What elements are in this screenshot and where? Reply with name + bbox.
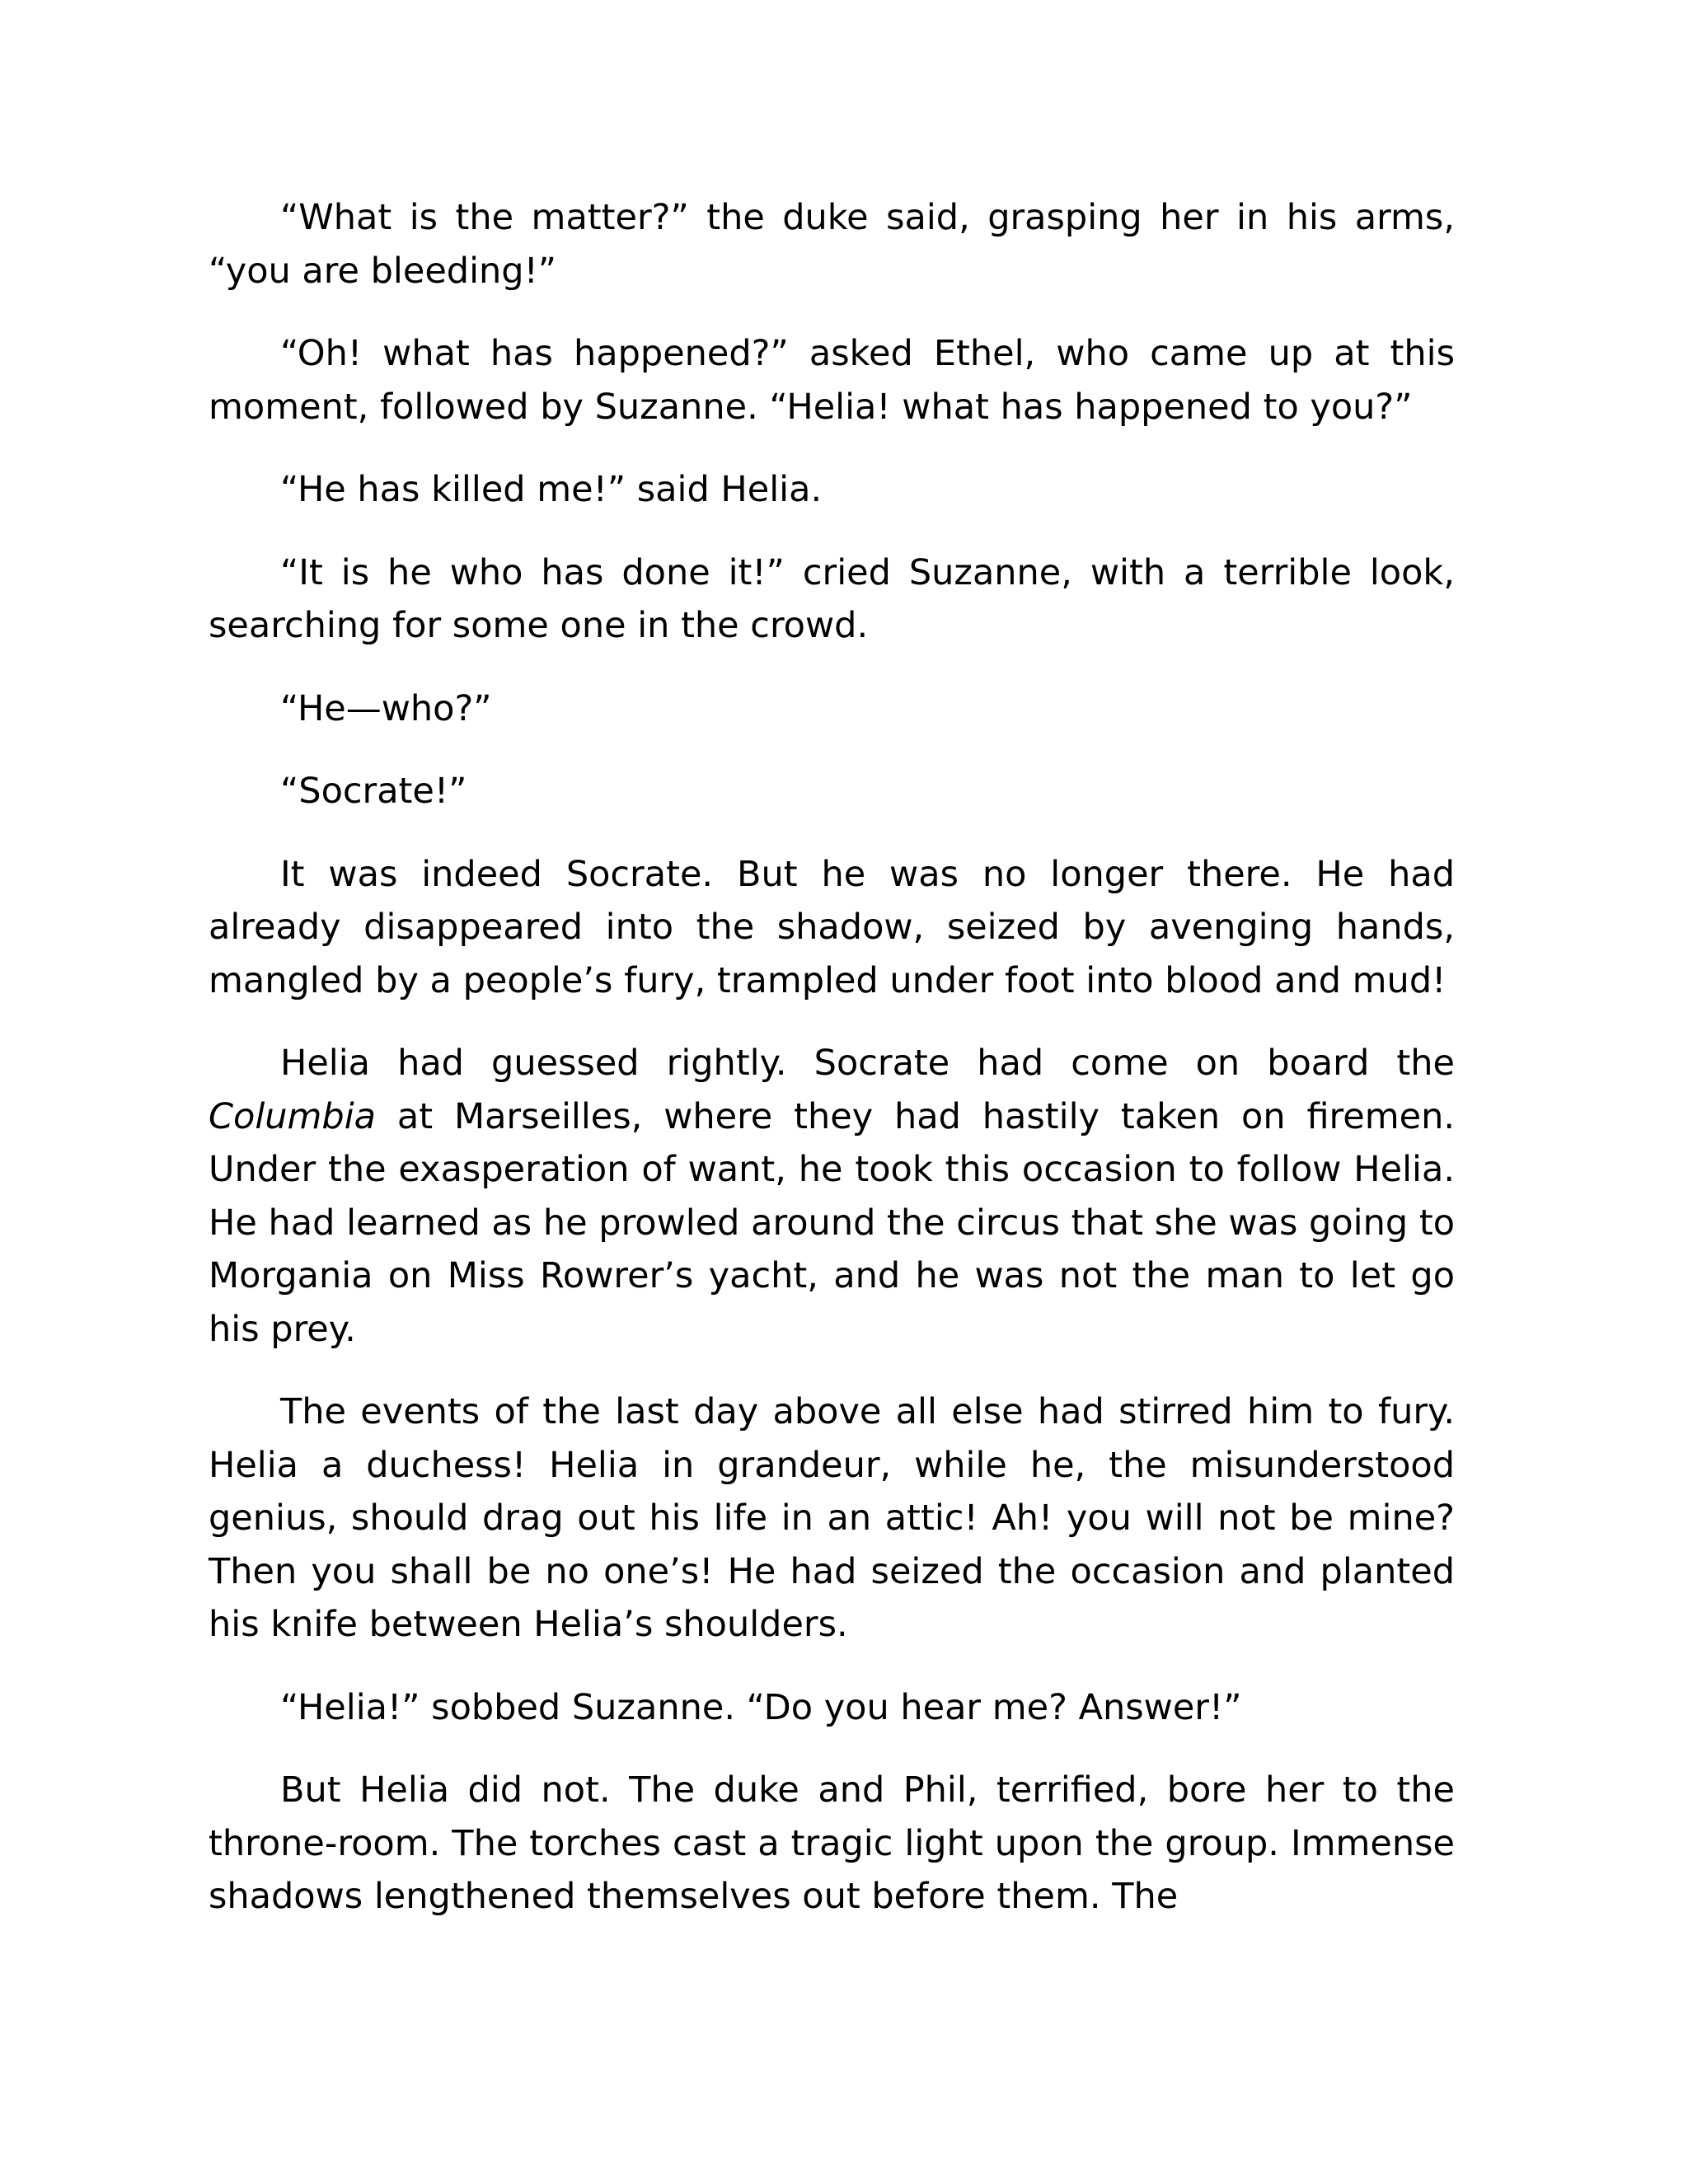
paragraph-5: “He—who?” (280, 687, 492, 729)
paragraph-2: “Oh! what has happened?” asked Ethel, who came up at this moment, followed by Suzanne. “Helia! what has happened to you?” (209, 333, 1455, 428)
paragraph-9: The events of the last day above all else had stirred him to fury. Helia a duchess! Helia in grandeur, while he, the misunderstood genius, should drag out his life in an attic! Ah! you will not be mine? Then you shall be no one’s! He had seized the occasion and planted his knife between Helia’s shoulders. (209, 1391, 1455, 1645)
paragraph-4: “It is he who has done it!” cried Suzanne, with a terrible look, searching for some one in the crowd. (209, 551, 1455, 646)
paragraph-6: “Socrate!” (280, 771, 467, 812)
ship-name-italic: Columbia (209, 1095, 377, 1137)
page-body (209, 191, 1455, 1953)
paragraph-8-after: at Marseilles, where they had hastily taken on firemen. Under the exasperation of want, he took this occasion to follow Helia. He had learned as he prowled around the circus that she was going to Morgania on Miss Rowrer’s yacht, and he was not the man to let go his prey. (209, 1095, 1455, 1350)
paragraph-7: It was indeed Socrate. But he was no longer there. He had already disappeared into the shadow, seized by avenging hands, mangled by a people’s fury, trampled under foot into blood and mud! (209, 853, 1455, 1001)
paragraph-8 (209, 1037, 1455, 1356)
paragraph-11: But Helia did not. The duke and Phil, terrified, bore her to the throne-room. The torches cast a tragic light upon the group. Immense shadows lengthened themselves out before them. The (209, 1769, 1455, 1917)
paragraph-3: “He has killed me!” said Helia. (280, 469, 823, 510)
paragraph-8-before: Helia had guessed rightly. Socrate had come on board the (280, 1043, 1455, 1084)
paragraph-10: “Helia!” sobbed Suzanne. “Do you hear me? Answer!” (280, 1686, 1242, 1728)
paragraph-1: “What is the matter?” the duke said, grasping her in his arms, “you are bleeding!” (209, 197, 1455, 292)
